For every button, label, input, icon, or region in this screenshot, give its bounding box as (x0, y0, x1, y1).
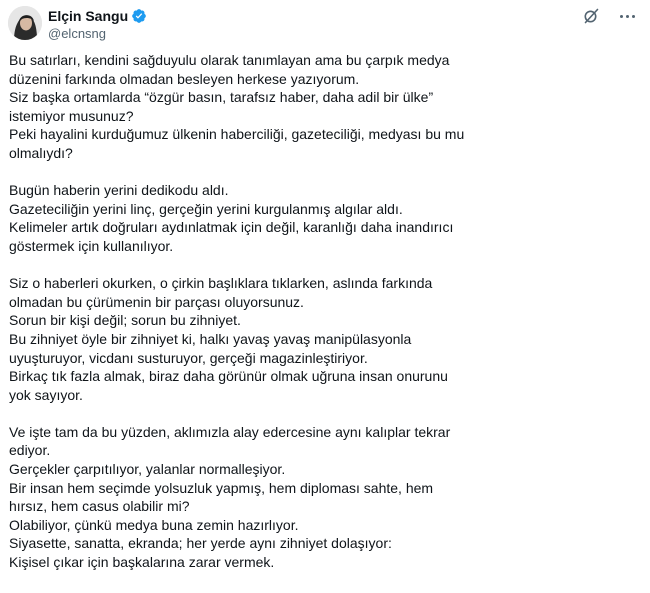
tweet-header (8, 6, 642, 42)
author-name-row (48, 7, 147, 25)
paragraph-gap (9, 256, 634, 275)
tweet-line: Siz o haberleri okurken, o çirkin başlıklara tıklarken, aslında farkında (9, 275, 433, 292)
tweet-line: Siyasette, sanatta, ekranda; her yerde aynı zihniyet dolaşıyor: (9, 535, 392, 552)
tweet-line: hırsız, hem casus olabilir mi? (9, 498, 190, 515)
tweet-text (9, 51, 634, 572)
tweet-line: Sorun bir kişi değil; sorun bu zihniyet. (9, 312, 241, 329)
tweet-line: ediyor. (9, 442, 51, 459)
tweet-line: yok sayıyor. (9, 386, 83, 403)
more-icon[interactable] (616, 6, 638, 26)
paragraph-gap (9, 404, 634, 423)
tweet-line: Bu zihniyet öyle bir zihniyet ki, halkı yavaş yavaş manipülasyonla (9, 330, 412, 347)
author-display-name[interactable]: Elçin Sangu (48, 8, 129, 24)
avatar[interactable] (8, 6, 42, 40)
tweet-line: Bu satırları, kendini sağduyulu olarak tanımlayan ama bu çarpık medya (9, 52, 450, 68)
verified-badge-icon (131, 8, 147, 24)
tweet-line: Bir insan hem seçimde yolsuzluk yapmış, hem diploması sahte, hem (9, 479, 434, 496)
author-block (48, 7, 147, 42)
tweet-line: Ve işte tam da bu yüzden, aklımızla alay edercesine aynı kalıplar tekrar (9, 423, 451, 440)
tweet-line: Bugün haberin yerini dedikodu aldı. (9, 182, 229, 199)
tweet-line: düzenini farkında olmadan besleyen herkese yazıyorum. (9, 70, 360, 87)
tweet-line: uyuşturuyor, vicdanı susturuyor, gerçeği magazinleştiriyor. (9, 349, 368, 366)
tweet-line: olmadan bu çürümenin bir parçası oluyorsunuz. (9, 293, 304, 310)
tweet-line: Gazeteciliğin yerini linç, gerçeğin yerini kurgulanmış algılar aldı. (9, 200, 403, 217)
tweet-line: olmalıydı? (9, 144, 73, 161)
tweet-line: Birkaç tık fazla almak, biraz daha görünür olmak uğruna insan onurunu (9, 368, 448, 385)
grok-icon[interactable] (582, 7, 600, 25)
tweet-line: Kişisel çıkar için başkalarına zarar vermek. (9, 554, 275, 571)
tweet-line: Gerçekler çarpıtılıyor, yalanlar normalleşiyor. (9, 461, 286, 478)
tweet-line: Kelimeler artık doğruları aydınlatmak için değil, karanlığı daha inandırıcı (9, 219, 454, 236)
tweet-line: Siz başka ortamlarda “özgür basın, tarafsız haber, daha adil bir ülke” (9, 89, 434, 106)
tweet-line: istemiyor musunuz? (9, 107, 134, 124)
tweet-line: göstermek için kullanılıyor. (9, 237, 174, 254)
tweet-line: Peki hayalini kurduğumuz ülkenin haberciliği, gazeteciliği, medyası bu mu (9, 126, 465, 143)
author-handle[interactable]: @elcnsng (48, 26, 107, 41)
tweet-line: Olabiliyor, çünkü medya buna zemin hazırlıyor. (9, 516, 299, 533)
paragraph-gap (9, 163, 634, 182)
